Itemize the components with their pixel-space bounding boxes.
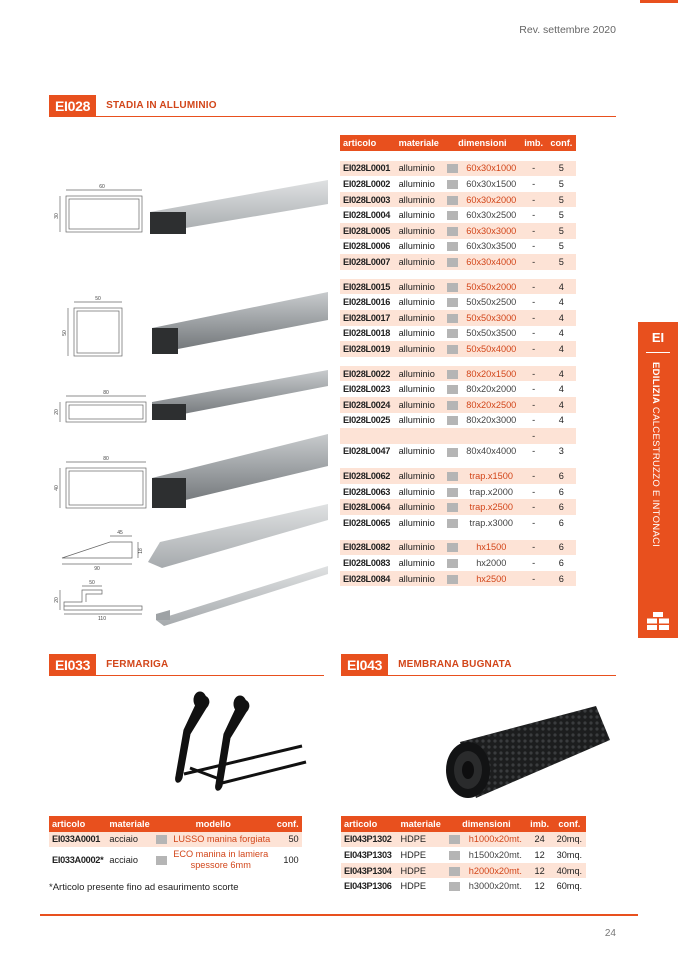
color-swatch bbox=[447, 345, 458, 354]
footnote: *Articolo presente fino ad esaurimento scorte bbox=[49, 882, 239, 893]
color-swatch bbox=[447, 314, 458, 323]
color-swatch bbox=[447, 559, 458, 568]
col-header: conf. bbox=[547, 135, 576, 151]
table-row: EI028L0017 alluminio 50x50x3000 - 4 bbox=[340, 310, 576, 326]
col-header: conf. bbox=[553, 816, 586, 832]
table-row: EI028L0006 alluminio 60x30x3500 - 5 bbox=[343, 241, 564, 252]
page-number: 24 bbox=[604, 928, 616, 939]
color-swatch bbox=[449, 851, 460, 860]
color-swatch bbox=[447, 519, 458, 528]
col-header: materiale bbox=[397, 816, 446, 832]
section-code: EI028 bbox=[49, 95, 96, 117]
section-title: STADIA IN ALLUMINIO bbox=[106, 100, 217, 111]
color-swatch bbox=[447, 575, 458, 584]
drawing-1 bbox=[60, 190, 142, 232]
drawing-6 bbox=[60, 586, 142, 614]
color-swatch bbox=[447, 385, 458, 394]
table-row: EI028L0007 alluminio 60x30x4000 - 5 bbox=[340, 254, 576, 270]
table-row: EI028L0065 alluminio trap.x3000 - 6 bbox=[343, 517, 564, 528]
col-header: materiale bbox=[106, 816, 152, 832]
col-header: materiale bbox=[396, 135, 445, 151]
table-row: EI028L0062 alluminio trap.x1500 - 6 bbox=[340, 468, 576, 484]
footer-rule bbox=[40, 914, 638, 916]
col-header: modello bbox=[153, 816, 274, 832]
table-row: EI028L0018 alluminio 50x50x3500 - 4 bbox=[343, 328, 564, 339]
color-swatch bbox=[447, 180, 458, 189]
color-swatch bbox=[447, 503, 458, 512]
section-title: MEMBRANA BUGNATA bbox=[398, 659, 512, 670]
ei043-product-table bbox=[341, 816, 586, 894]
dim-label: 110 bbox=[98, 616, 106, 622]
dim-label: 50 bbox=[89, 580, 95, 586]
bar-image-6 bbox=[156, 566, 328, 626]
color-swatch bbox=[447, 258, 458, 267]
color-swatch bbox=[156, 856, 167, 865]
col-header: articolo bbox=[340, 135, 396, 151]
table-row: EI028L0025 alluminio 80x20x3000 - 4 bbox=[343, 415, 564, 426]
section-code: EI033 bbox=[49, 654, 96, 676]
table-row: EI043P1302 HDPE h1000x20mt. 24 20mq. bbox=[341, 832, 586, 848]
color-swatch bbox=[447, 401, 458, 410]
dim-label: 50 bbox=[95, 296, 101, 302]
drawing-3 bbox=[60, 396, 146, 422]
table-row: EI028L0083 alluminio hx2000 - 6 bbox=[343, 558, 564, 569]
table-row: EI028L0002 alluminio 60x30x1500 - 5 bbox=[343, 178, 564, 189]
color-swatch bbox=[447, 488, 458, 497]
table-row: EI028L0022 alluminio 80x20x1500 - 4 bbox=[340, 366, 576, 382]
category-label: EDILIZIA CALCESTRUZZO E INTONACI bbox=[650, 362, 661, 548]
color-swatch bbox=[447, 283, 458, 292]
table-row: EI028L0005 alluminio 60x30x3000 - 5 bbox=[340, 223, 576, 239]
color-swatch bbox=[447, 298, 458, 307]
col-header: imb. bbox=[521, 135, 547, 151]
color-swatch bbox=[447, 227, 458, 236]
table-row: EI028L0019 alluminio 50x50x4000 - 4 bbox=[340, 341, 576, 357]
top-accent-bar bbox=[640, 0, 678, 3]
table-row: EI028L0047 alluminio 80x40x4000 - 3 bbox=[343, 446, 564, 457]
table-row: EI033A0002* acciaio ECO manina in lamiera spessore 6mm 100 bbox=[52, 849, 299, 871]
ei033-table-wrap bbox=[49, 816, 302, 873]
color-swatch bbox=[447, 416, 458, 425]
color-swatch bbox=[447, 211, 458, 220]
table-row: EI028L0084 alluminio hx2500 - 6 bbox=[340, 571, 576, 587]
drawing-2 bbox=[68, 302, 122, 356]
table-row: EI028L0015 alluminio 50x50x2000 - 4 bbox=[340, 279, 576, 295]
dim-label: 60 bbox=[99, 184, 105, 190]
bar-image-2 bbox=[152, 292, 328, 354]
col-header: dimensioni bbox=[446, 816, 526, 832]
drawing-5 bbox=[62, 536, 138, 564]
section-title: FERMARIGA bbox=[106, 659, 169, 670]
section-code: EI043 bbox=[341, 654, 388, 676]
dim-label: 50 bbox=[62, 330, 68, 336]
bricks-icon bbox=[647, 612, 669, 630]
color-swatch bbox=[447, 164, 458, 173]
col-header: imb. bbox=[527, 816, 553, 832]
table-row: EI043P1303 HDPE h1500x20mt. 12 30mq. bbox=[344, 849, 583, 860]
color-swatch bbox=[447, 543, 458, 552]
col-header: articolo bbox=[341, 816, 397, 832]
ei043-table-wrap bbox=[341, 816, 586, 894]
section-header-ei033 bbox=[49, 654, 324, 676]
table-row: EI028L0063 alluminio trap.x2000 - 6 bbox=[343, 486, 564, 497]
color-swatch bbox=[447, 329, 458, 338]
color-swatch bbox=[447, 472, 458, 481]
dim-label: 80 bbox=[103, 456, 109, 462]
fermariga-image bbox=[160, 690, 310, 800]
table-row: EI028L0001 alluminio 60x30x1000 - 5 bbox=[340, 161, 576, 177]
section-header-ei043 bbox=[341, 654, 616, 676]
color-swatch bbox=[447, 448, 458, 457]
membrane-roll-image bbox=[438, 702, 614, 802]
profile-drawings bbox=[52, 170, 332, 630]
table-row: EI028L0016 alluminio 50x50x2500 - 4 bbox=[343, 297, 564, 308]
table-row: EI028L0082 alluminio hx1500 - 6 bbox=[340, 540, 576, 556]
ei033-product-table bbox=[49, 816, 302, 873]
section-header-ei028 bbox=[49, 95, 616, 117]
color-swatch bbox=[449, 835, 460, 844]
color-swatch bbox=[449, 867, 460, 876]
col-header: dimensioni bbox=[444, 135, 521, 151]
dim-label: 20 bbox=[54, 409, 60, 415]
revision-date: Rev. settembre 2020 bbox=[519, 24, 616, 36]
dim-label: 45 bbox=[117, 530, 123, 536]
color-swatch bbox=[447, 370, 458, 379]
table-row: EI028L0004 alluminio 60x30x2500 - 5 bbox=[343, 210, 564, 221]
dim-label: 20 bbox=[54, 597, 60, 603]
dim-label: 80 bbox=[103, 390, 109, 396]
table-row: EI028L0003 alluminio 60x30x2000 - 5 bbox=[340, 192, 576, 208]
dim-label: 40 bbox=[54, 485, 60, 491]
dim-label: 90 bbox=[94, 566, 100, 572]
divider bbox=[646, 352, 670, 353]
color-swatch bbox=[447, 196, 458, 205]
table-row: EI028L0064 alluminio trap.x2500 - 6 bbox=[340, 499, 576, 515]
category-side-tab[interactable] bbox=[638, 322, 678, 638]
table-row: EI043P1306 HDPE h3000x20mt. 12 60mq. bbox=[344, 881, 583, 892]
ei028-table-wrap bbox=[340, 135, 576, 586]
drawing-4 bbox=[60, 462, 146, 508]
ei028-product-table bbox=[340, 135, 576, 586]
category-code: EI bbox=[651, 330, 665, 345]
bar-image-5 bbox=[148, 504, 328, 568]
color-swatch bbox=[447, 242, 458, 251]
table-row: EI033A0001 acciaio LUSSO manina forgiata 50 bbox=[49, 832, 302, 848]
table-row: - bbox=[340, 428, 576, 444]
table-row: EI043P1304 HDPE h2000x20mt. 12 40mq. bbox=[341, 863, 586, 879]
col-header: articolo bbox=[49, 816, 106, 832]
dim-label: 30 bbox=[54, 213, 60, 219]
dim-label: 18 bbox=[138, 548, 144, 554]
color-swatch bbox=[449, 882, 460, 891]
color-swatch bbox=[156, 835, 167, 844]
col-header: conf. bbox=[274, 816, 302, 832]
table-row: EI028L0023 alluminio 80x20x2000 - 4 bbox=[343, 384, 564, 395]
table-row: EI028L0024 alluminio 80x20x2500 - 4 bbox=[340, 397, 576, 413]
